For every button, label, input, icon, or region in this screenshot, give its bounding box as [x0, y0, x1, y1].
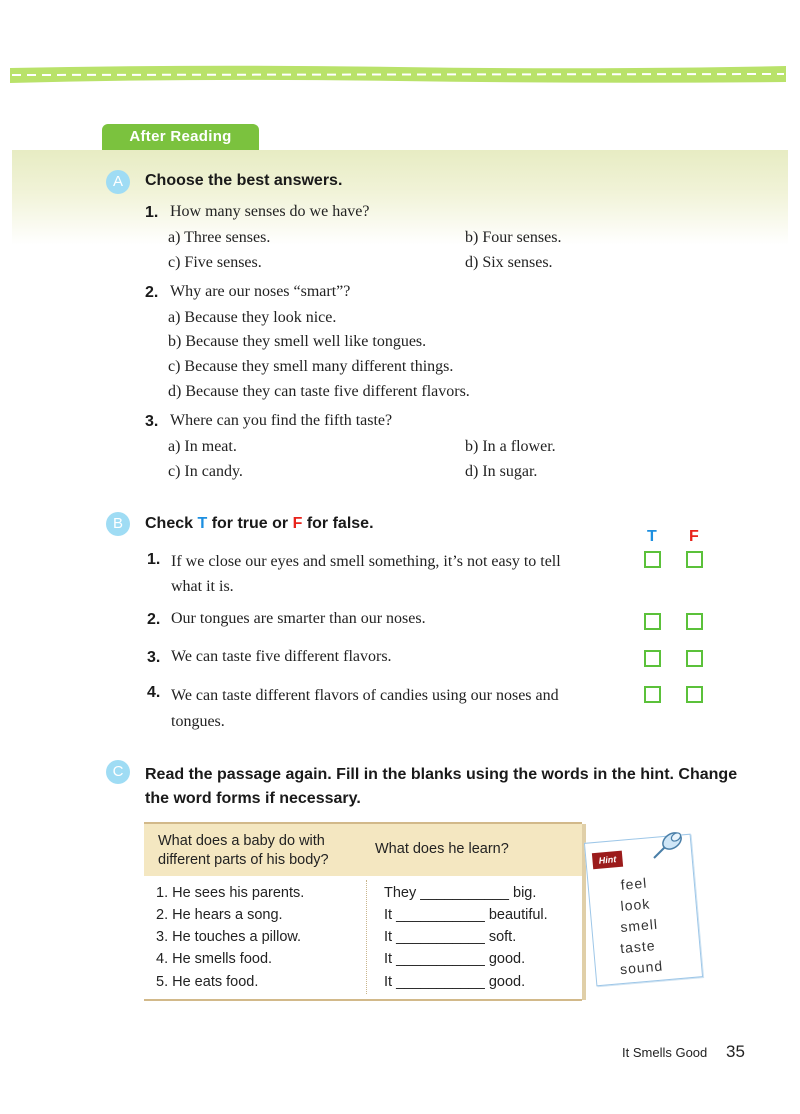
section-b-title: Check T for true or F for false. — [145, 515, 374, 532]
question-text: Why are our noses “smart”? — [170, 283, 351, 300]
statement-text: We can taste five different flavors. — [171, 648, 392, 665]
table-cell-action: 3. He touches a pillow. — [156, 929, 302, 945]
statement-text: Our tongues are smarter than our noses. — [171, 610, 426, 627]
hint-word: feel — [620, 874, 648, 893]
answer-option: b) Four senses. — [465, 229, 562, 246]
true-checkbox[interactable] — [644, 650, 661, 667]
answer-option: c) Because they smell many different things. — [168, 358, 454, 375]
answer-option: d) Because they can taste five different flavors. — [168, 383, 470, 400]
answer-option: c) In candy. — [168, 463, 243, 480]
section-b-badge: B — [106, 512, 130, 536]
section-a-shading — [12, 150, 788, 245]
false-checkbox[interactable] — [686, 650, 703, 667]
answer-option: c) Five senses. — [168, 254, 262, 271]
statement-text: If we close our eyes and smell something, it’s not easy to tell what it is. — [171, 553, 561, 595]
fill-in-table — [144, 822, 584, 1002]
answer-option: b) Because they smell well like tongues. — [168, 333, 427, 350]
section-c-title: Read the passage again. Fill in the blanks using the words in the hint. Change the word forms if necessary. — [145, 766, 738, 807]
section-a-title: Choose the best answers. — [145, 172, 343, 189]
table-header-actions: What does a baby do with different parts of his body? — [158, 833, 329, 868]
answer-option: d) In sugar. — [465, 463, 538, 480]
after-reading-tab: After Reading — [102, 124, 259, 150]
table-cell-action: 5. He eats food. — [156, 974, 259, 990]
statement-number: 1. — [147, 551, 161, 568]
table-cell-blank[interactable]: It ___________ soft. — [384, 929, 517, 945]
true-checkbox[interactable] — [644, 551, 661, 568]
true-checkbox[interactable] — [644, 686, 661, 703]
hint-word: smell — [619, 915, 659, 936]
true-column-header: T — [647, 528, 657, 545]
statement-number: 4. — [147, 684, 161, 701]
hint-label: Hint — [592, 851, 623, 870]
table-cell-action: 4. He smells food. — [156, 951, 273, 967]
footer-chapter-title: It Smells Good — [622, 1045, 708, 1060]
true-checkbox[interactable] — [644, 613, 661, 630]
question-number: 2. — [145, 284, 159, 301]
answer-option: d) Six senses. — [465, 254, 553, 271]
table-cell-action: 2. He hears a song. — [156, 907, 283, 923]
table-header — [144, 822, 582, 880]
pushpin-icon — [650, 830, 686, 862]
answer-option: a) Three senses. — [168, 229, 271, 246]
answer-option: b) In a flower. — [465, 438, 556, 455]
hint-word: taste — [619, 937, 657, 957]
answer-option: a) Because they look nice. — [168, 309, 337, 326]
hint-word: look — [619, 895, 651, 914]
decorative-top-band — [8, 62, 788, 86]
false-checkbox[interactable] — [686, 686, 703, 703]
false-checkbox[interactable] — [686, 551, 703, 568]
statement-number: 2. — [147, 611, 161, 628]
table-cell-blank[interactable]: It ___________ beautiful. — [384, 907, 548, 923]
table-cell-blank[interactable]: It ___________ good. — [384, 951, 526, 967]
false-column-header: F — [689, 528, 699, 545]
section-a-badge: A — [106, 170, 130, 194]
answer-option: a) In meat. — [168, 438, 237, 455]
column-divider — [366, 880, 367, 994]
question-text: Where can you find the fifth taste? — [170, 412, 393, 429]
table-cell-blank[interactable]: It ___________ good. — [384, 974, 526, 990]
question-number: 1. — [145, 204, 159, 221]
table-header-learn: What does he learn? — [375, 841, 509, 857]
table-cell-action: 1. He sees his parents. — [156, 885, 305, 901]
false-checkbox[interactable] — [686, 613, 703, 630]
question-text: How many senses do we have? — [170, 203, 370, 220]
table-cell-blank[interactable]: They ___________ big. — [384, 885, 537, 901]
statement-number: 3. — [147, 649, 161, 666]
section-c-badge: C — [106, 760, 130, 784]
hint-word: sound — [619, 957, 664, 978]
statement-text: We can taste different flavors of candies using our noses and tongues. — [171, 687, 559, 730]
page-number: 35 — [726, 1042, 745, 1061]
question-number: 3. — [145, 413, 159, 430]
